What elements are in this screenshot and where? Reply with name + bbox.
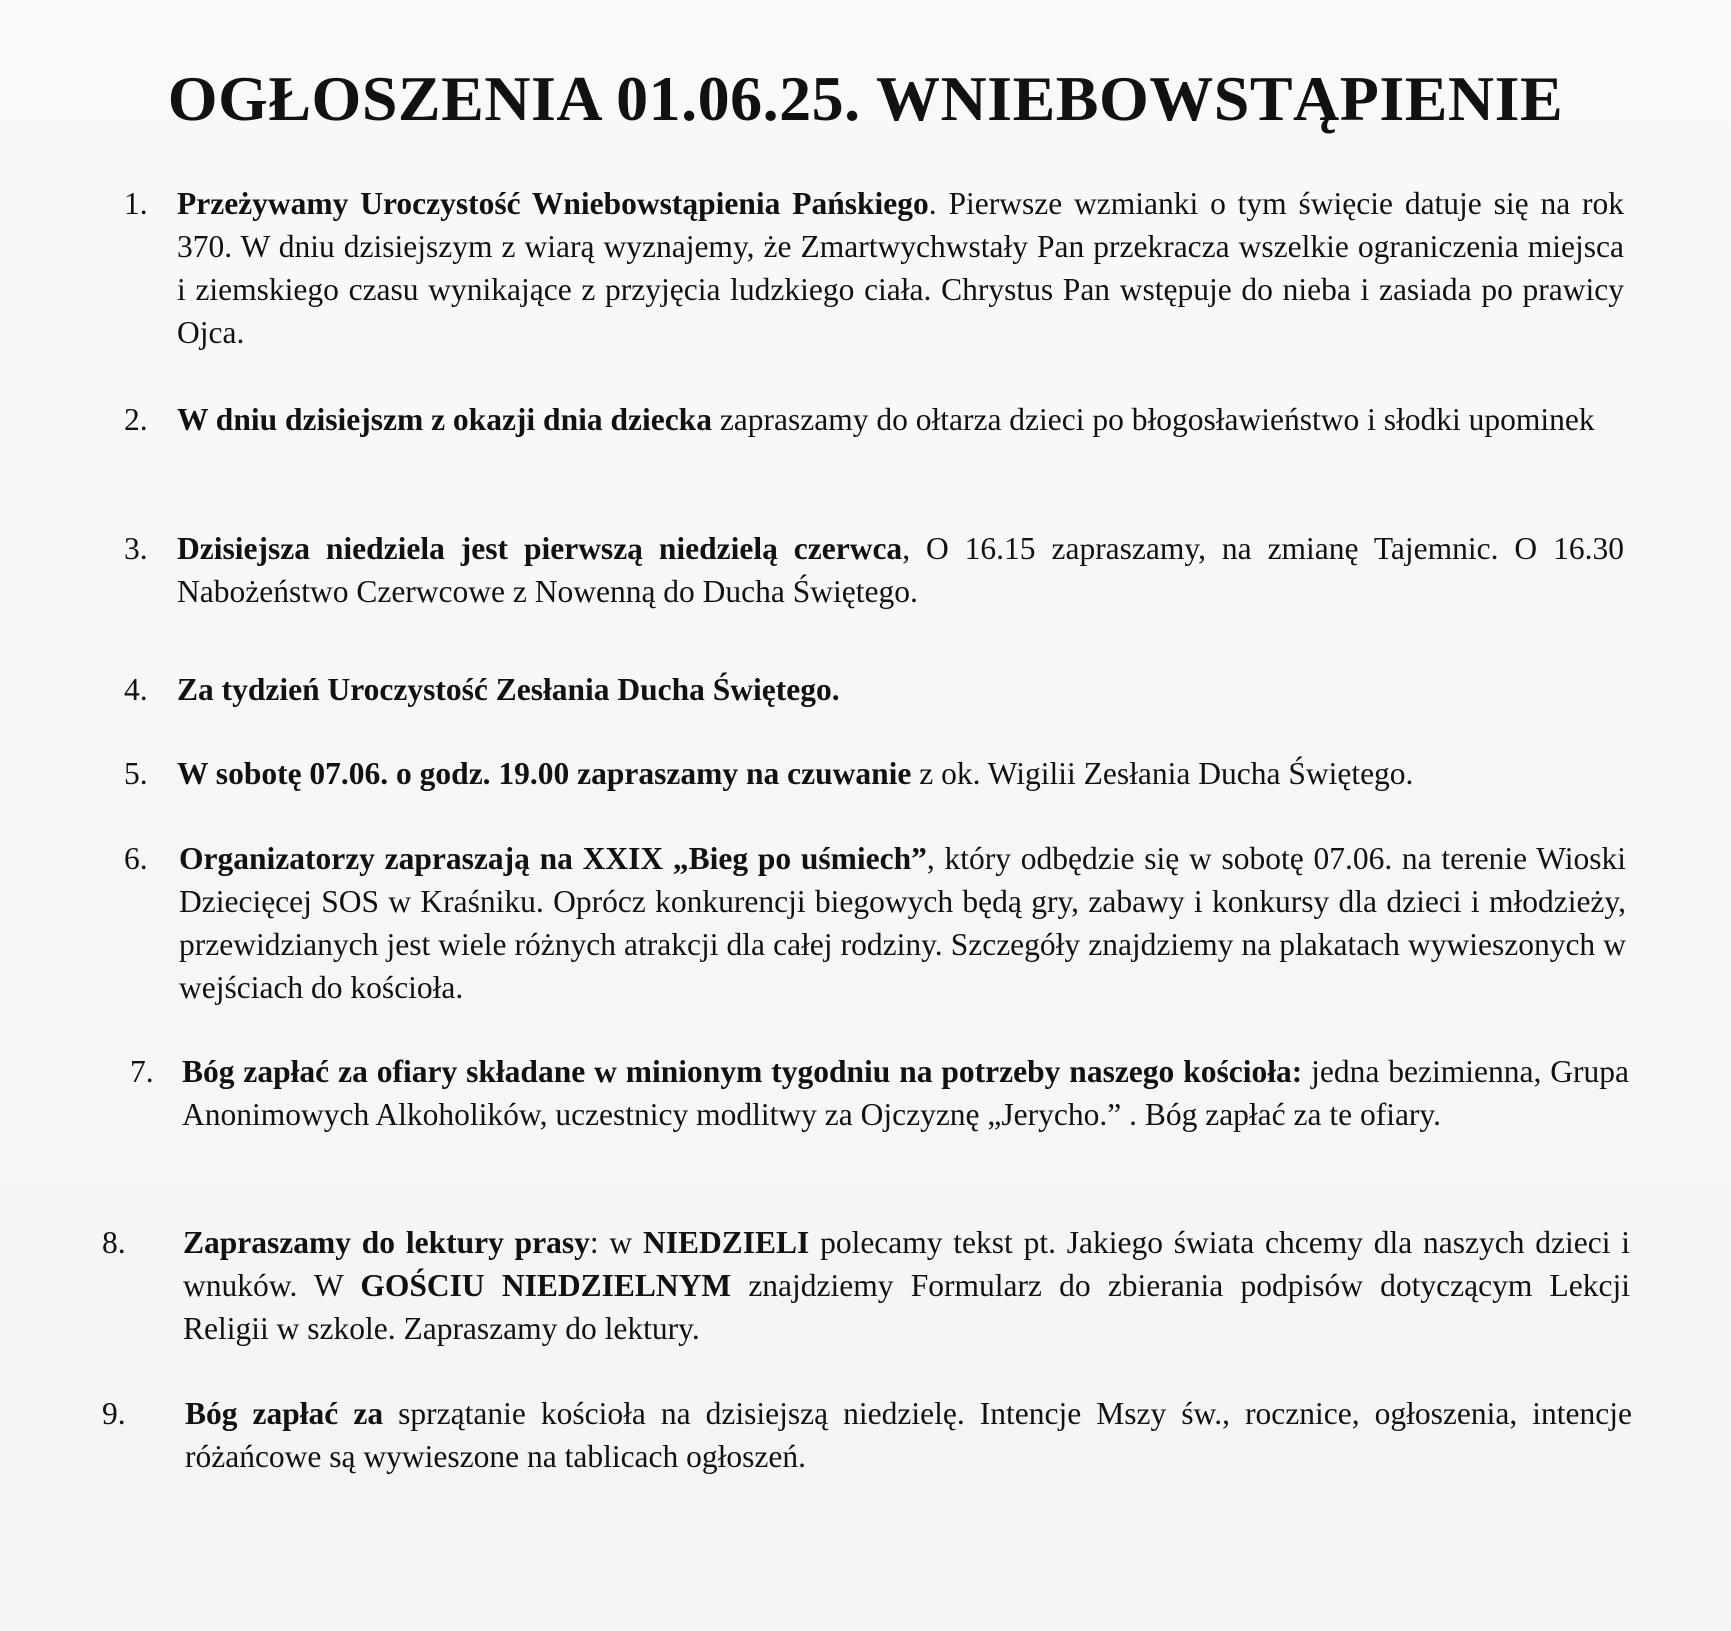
item-number: 4. xyxy=(124,672,148,707)
item-number: 7. xyxy=(130,1054,154,1089)
item-text xyxy=(183,1221,1630,1350)
item-bold-text: Dzisiejsza niedziela jest pierwszą niedzielą czerwca xyxy=(177,531,903,566)
item-bold-text: Organizatorzy zapraszają na XXIX „Bieg po uśmiech” xyxy=(179,841,927,876)
item-bold-text: Bóg zapłać za xyxy=(185,1396,384,1431)
item-body-text: polecamy tekst pt. Jakiego świata chcemy dla naszych dzieci i wnuków. W xyxy=(183,1225,1630,1303)
item-number: 9. xyxy=(102,1396,126,1431)
item-bold-text: Zapraszamy do lektury prasy xyxy=(183,1225,590,1260)
item-body-text: . Pierwsze wzmianki o tym święcie datuje się na rok 370. W dniu dzisiejszym z wiarą wyznajemy, że Zmartwychwstały Pan przekracza wszelkie ograniczenia miejsca i ziemskiego czasu wynikające z przyjęcia ludzkiego ciała. Chrystus Pan wstępuje do nieba i zasiada po prawicy Ojca. xyxy=(177,186,1625,350)
item-text xyxy=(177,182,1624,354)
item-text xyxy=(177,398,1624,441)
item-number: 6. xyxy=(124,841,148,876)
item-bold-text: W dniu dzisiejszm z okazji dnia dziecka xyxy=(177,402,712,437)
item-number: 1. xyxy=(124,186,148,221)
item-body-text: jedna bezimienna, Grupa Anonimowych Alkoholików, uczestnicy modlitwy za Ojczyznę „Jerycho.” . Bóg zapłać za te ofiary. xyxy=(182,1054,1629,1132)
item-text xyxy=(185,1392,1632,1478)
item-body-text: sprzątanie kościoła na dzisiejszą niedzielę. Intencje Mszy św., rocznice, ogłoszenia, intencje różańcowe są wywieszone na tablicach ogłoszeń. xyxy=(185,1396,1632,1474)
item-body-text: : w xyxy=(589,1225,643,1260)
item-text xyxy=(179,837,1626,1009)
item-text xyxy=(182,1050,1629,1136)
item-body-text: , który odbędzie się w sobotę 07.06. na terenie Wioski Dziecięcej SOS w Kraśniku. Oprócz konkurencji biegowych będą gry, zabawy i konkursy dla dzieci i młodzieży, przewidzianych jest wiele różnych atrakcji dla całej rodziny. Szczegóły znajdziemy na plakatach wywieszonych w wejściach do kościoła. xyxy=(179,841,1627,1005)
item-bold-text: Za tydzień Uroczystość Zesłania Ducha Świętego. xyxy=(177,672,840,707)
item-bold-text: NIEDZIELI xyxy=(642,1225,810,1260)
item-bold-text: W sobotę 07.06. o godz. 19.00 zapraszamy na czuwanie xyxy=(177,756,912,791)
item-bold-text: GOŚCIU NIEDZIELNYM xyxy=(360,1268,732,1303)
item-number: 3. xyxy=(124,531,148,566)
page-title: OGŁOSZENIA 01.06.25. WNIEBOWSTĄPIENIE xyxy=(167,63,1564,134)
item-text xyxy=(177,527,1624,613)
item-body-text: z ok. Wigilii Zesłania Ducha Świętego. xyxy=(911,756,1414,791)
item-text xyxy=(177,668,1624,711)
item-number: 2. xyxy=(124,402,148,437)
item-bold-text: Bóg zapłać za ofiary składane w minionym tygodniu na potrzeby naszego kościoła: xyxy=(182,1054,1303,1089)
item-body-text: , O 16.15 zapraszamy, na zmianę Tajemnic. O 16.30 Nabożeństwo Czerwcowe z Nowenną do Ducha Świętego. xyxy=(177,531,1624,609)
item-body-text: zapraszamy do ołtarza dzieci po błogosławieństwo i słodki upominek xyxy=(711,402,1595,437)
item-bold-text: Przeżywamy Uroczystość Wniebowstąpienia Pańskiego xyxy=(177,186,929,221)
item-body-text: znajdziemy Formularz do zbierania podpisów dotyczącym Lekcji Religii w szkole. Zapraszamy do lektury. xyxy=(183,1268,1630,1346)
item-text xyxy=(177,752,1624,795)
item-number: 5. xyxy=(124,756,148,791)
item-number: 8. xyxy=(102,1225,126,1260)
